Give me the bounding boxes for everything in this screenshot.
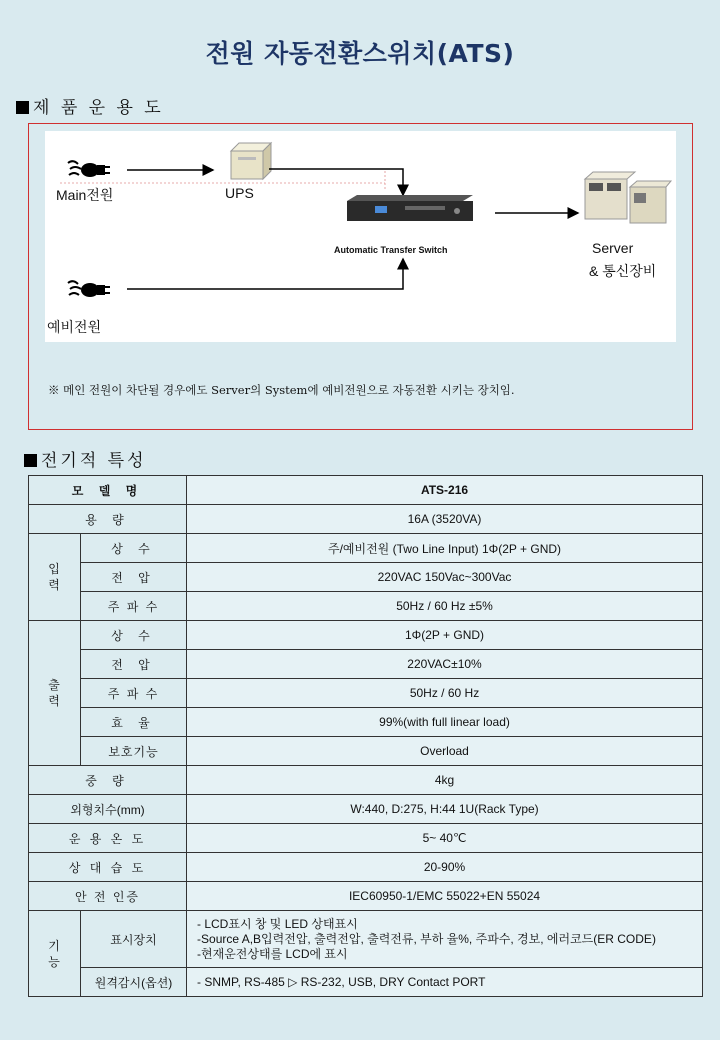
function-group-label: 기능: [29, 911, 81, 997]
table-row: [29, 737, 703, 766]
display-line-3: -현재운전상태를 LCD에 표시: [197, 946, 348, 961]
table-row: [29, 795, 703, 824]
efficiency-label: 효 율: [81, 708, 187, 737]
table-row: [29, 534, 703, 563]
weight-value: 4kg: [187, 766, 703, 795]
display-device-label: 표시장치: [81, 911, 187, 968]
output-frequency-label: 주 파 수: [81, 679, 187, 708]
capacity-value: 16A (3520VA): [187, 505, 703, 534]
table-row: [29, 621, 703, 650]
certification-label: 안 전 인증: [29, 882, 187, 911]
input-phase-value: 주/예비전원 (Two Line Input) 1Φ(2P + GND): [187, 534, 703, 563]
dimension-value: W:440, D:275, H:44 1U(Rack Type): [187, 795, 703, 824]
model-label: 모 델 명: [29, 476, 187, 505]
table-row: [29, 708, 703, 737]
display-line-2: -Source A,B입력전압, 출력전압, 출력전류, 부하 율%, 주파수, 경보, 에러코드(ER CODE): [197, 931, 656, 946]
protection-label: 보호기능: [81, 737, 187, 766]
output-phase-label: 상 수: [81, 621, 187, 650]
ups-icon: [231, 143, 271, 179]
humidity-label: 상 대 습 도: [29, 853, 187, 882]
input-voltage-label: 전 압: [81, 563, 187, 592]
output-frequency-value: 50Hz / 60 Hz: [187, 679, 703, 708]
output-voltage-value: 220VAC±10%: [187, 650, 703, 679]
certification-value: IEC60950-1/EMC 55022+EN 55024: [187, 882, 703, 911]
table-row: [29, 882, 703, 911]
dimension-label: 외형치수(mm): [29, 795, 187, 824]
table-row: [29, 563, 703, 592]
table-row: [29, 476, 703, 505]
ups-to-ats-arrow: [269, 169, 403, 195]
spec-table: [28, 475, 703, 997]
ats-label: Automatic Transfer Switch: [334, 245, 448, 255]
display-line-1: - LCD표시 창 및 LED 상태표시: [197, 916, 358, 931]
section-heading-specs: 전기적 특성: [24, 446, 147, 471]
ats-device-icon: [347, 195, 473, 221]
diagram-canvas: [45, 131, 676, 342]
model-value: ATS-216: [187, 476, 703, 505]
temperature-label: 운 용 온 도: [29, 824, 187, 853]
backup-to-ats-arrow: [127, 259, 403, 289]
table-row: [29, 679, 703, 708]
table-row: [29, 911, 703, 968]
page-title: 전원 자동전환스위치(ATS): [205, 39, 515, 68]
remote-monitoring-label: 원격감시(옵션): [81, 968, 187, 997]
capacity-label: 용 량: [29, 505, 187, 534]
temperature-value: 5~ 40℃: [187, 824, 703, 853]
table-row: [29, 505, 703, 534]
server-label: Server: [592, 240, 634, 256]
square-bullet-icon: [16, 101, 29, 114]
table-row: [29, 853, 703, 882]
diagram-note: ※ 메인 전원이 차단될 경우에도 Server의 System에 예비전원으로 자동전환 시키는 장치임.: [48, 383, 515, 397]
input-frequency-label: 주 파 수: [81, 592, 187, 621]
efficiency-value: 99%(with full linear load): [187, 708, 703, 737]
diagram-svg: [45, 131, 676, 342]
table-row: [29, 766, 703, 795]
input-group-label: 입력: [29, 534, 81, 621]
backup-power-label: 예비전원: [47, 319, 102, 335]
humidity-value: 20-90%: [187, 853, 703, 882]
display-device-value: [187, 911, 703, 968]
square-bullet-icon: [24, 454, 37, 467]
table-row: [29, 650, 703, 679]
main-power-label: Main전원: [56, 187, 114, 203]
server-icon: [585, 172, 671, 223]
section-heading-diagram: 제 품 운 용 도: [16, 93, 164, 118]
output-voltage-label: 전 압: [81, 650, 187, 679]
table-row: [29, 824, 703, 853]
main-power-plug-icon: [68, 161, 110, 177]
ups-label: UPS: [225, 185, 254, 201]
protection-value: Overload: [187, 737, 703, 766]
output-phase-value: 1Φ(2P + GND): [187, 621, 703, 650]
input-frequency-value: 50Hz / 60 Hz ±5%: [187, 592, 703, 621]
table-row: [29, 592, 703, 621]
weight-label: 중 량: [29, 766, 187, 795]
backup-power-plug-icon: [68, 281, 110, 297]
remote-monitoring-value: - SNMP, RS-485 ▷ RS-232, USB, DRY Contact PORT: [187, 968, 703, 997]
table-row: [29, 968, 703, 997]
output-group-label: 출력: [29, 621, 81, 766]
input-phase-label: 상 수: [81, 534, 187, 563]
server-label-2: & 통신장비: [589, 263, 657, 279]
input-voltage-value: 220VAC 150Vac~300Vac: [187, 563, 703, 592]
